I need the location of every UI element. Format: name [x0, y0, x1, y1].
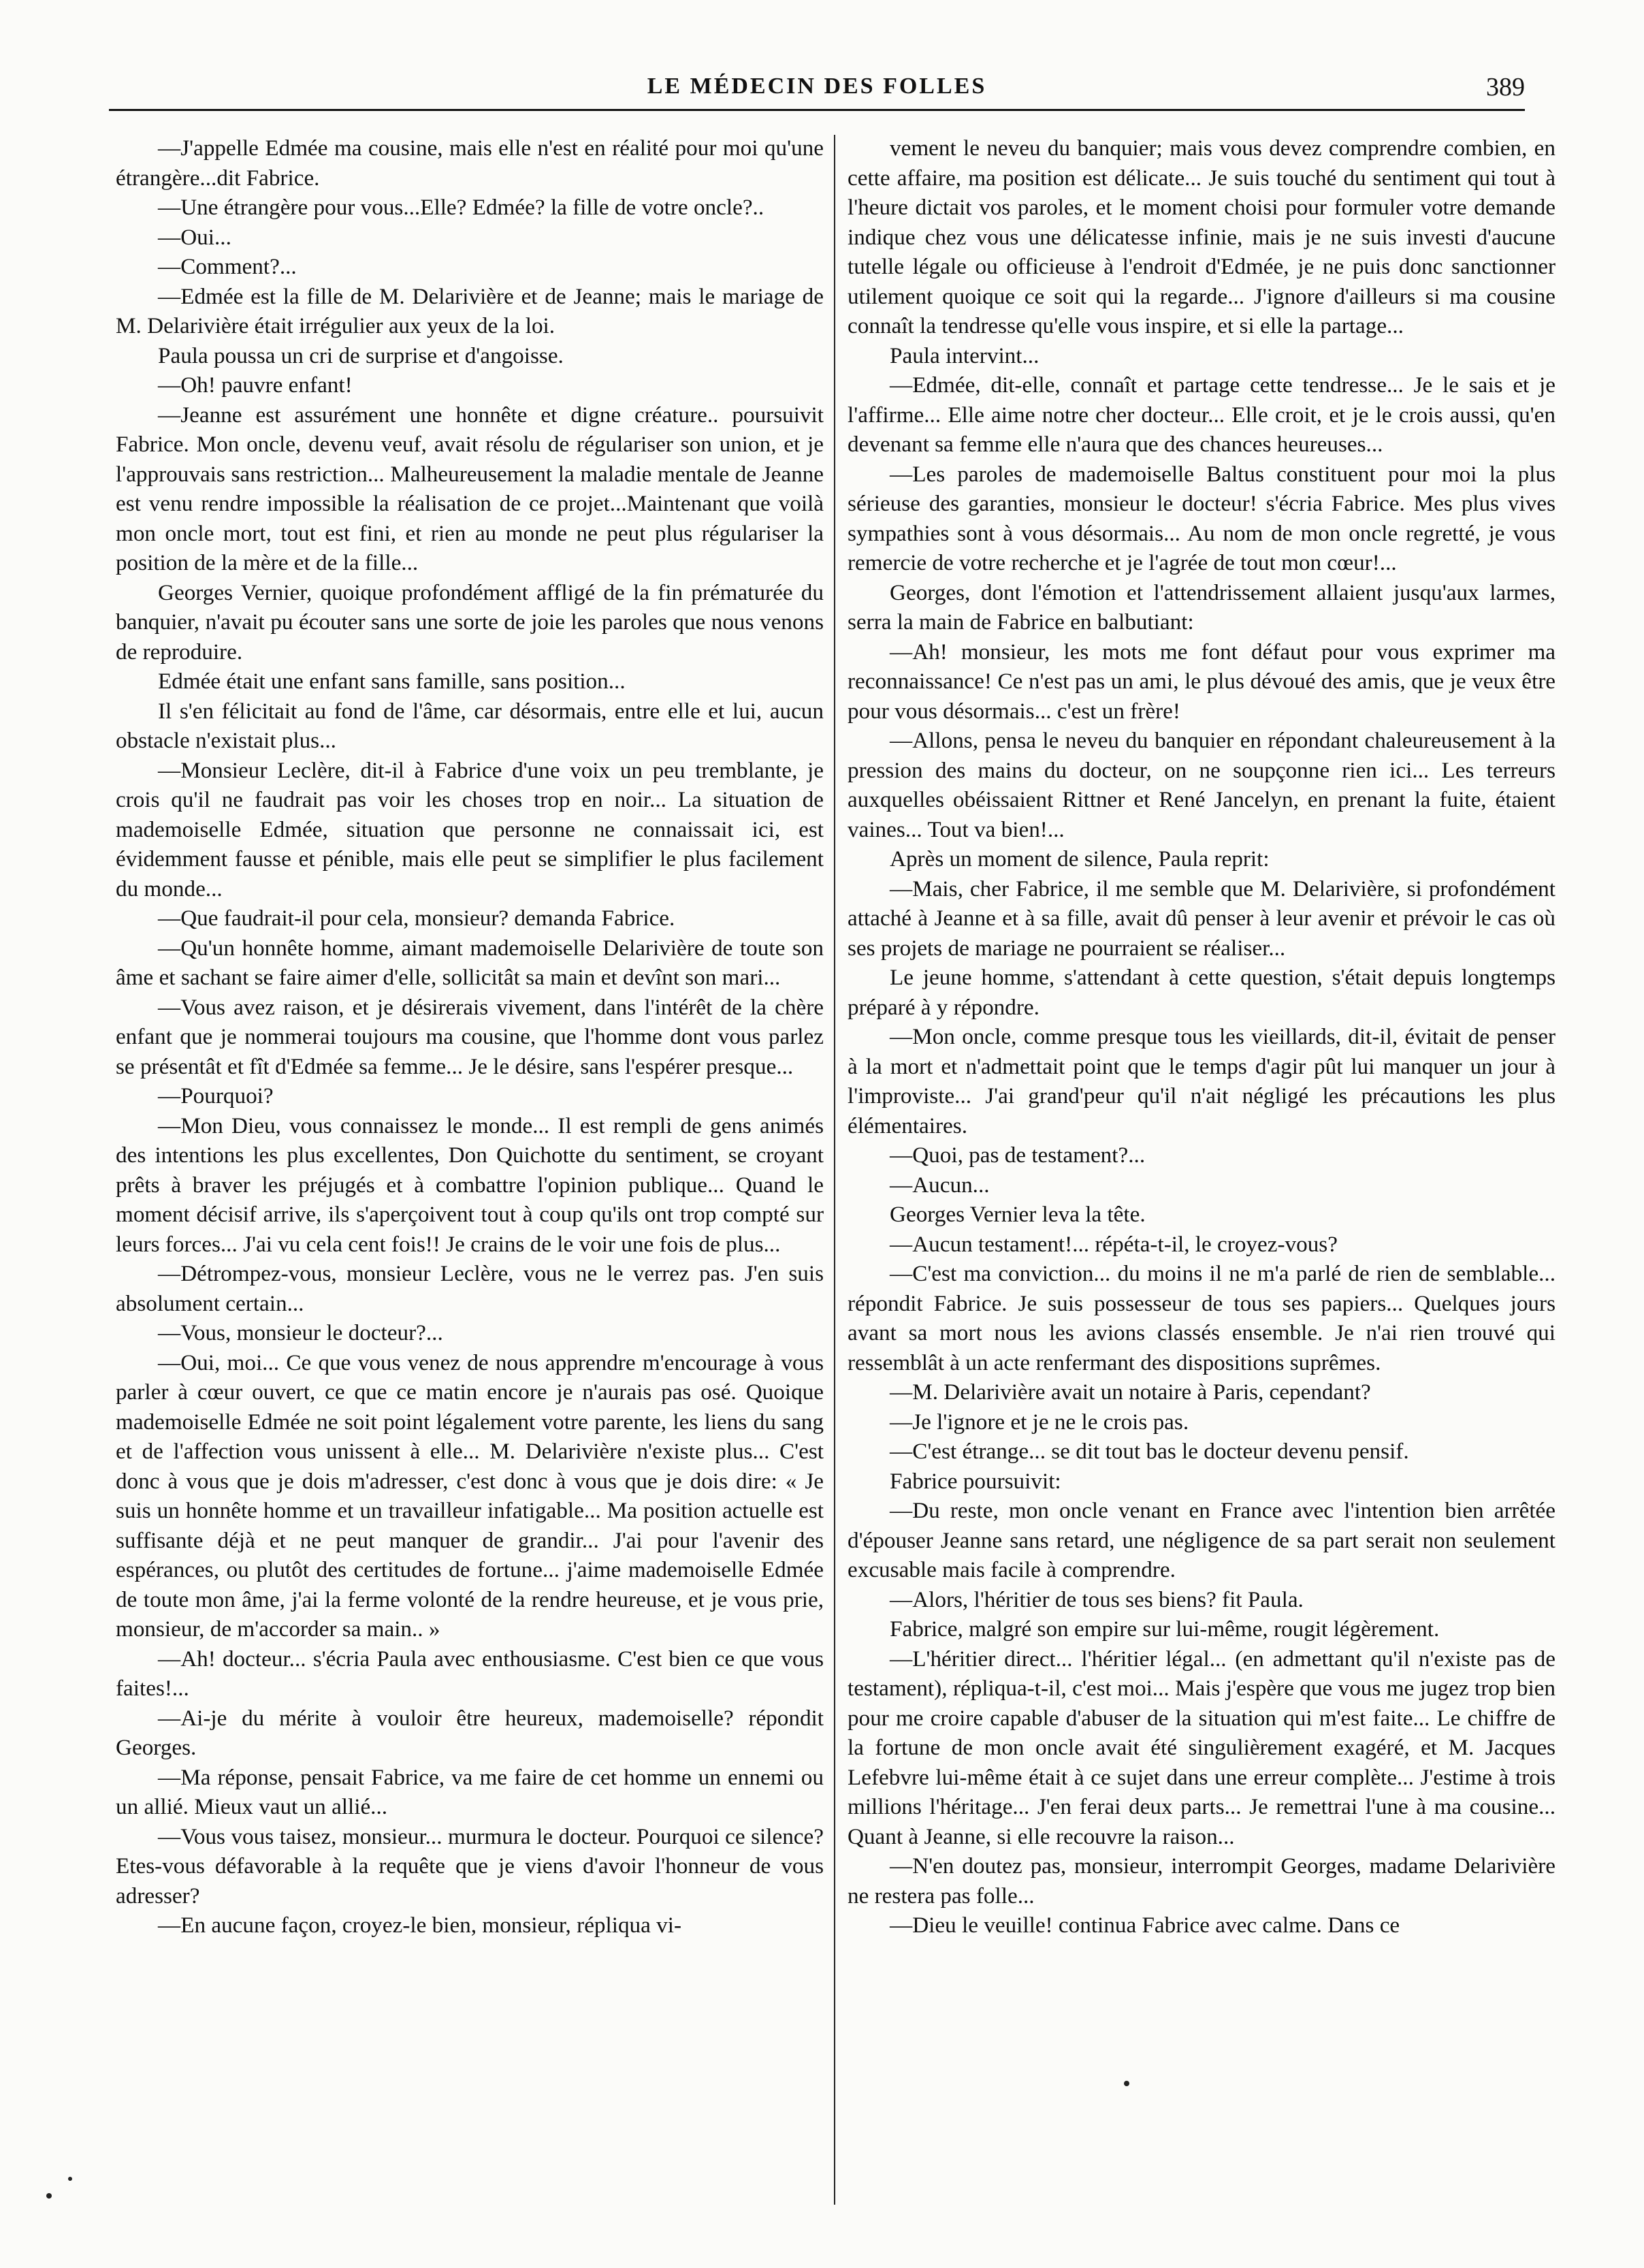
- right-text-column: [848, 133, 1556, 2237]
- paragraph: —Vous avez raison, et je désirerais vivement, dans l'intérêt de la chère enfant que je nommerai toujours ma cousine, que l'homme dont vous parlez se présentât et fît d'Edmée sa femme... Je le désire, sans l'espérer presque...: [116, 994, 824, 1079]
- paragraph: —Comment?...: [158, 254, 297, 279]
- paragraph: —N'en doutez pas, monsieur, interrompit Georges, madame Delarivière ne restera pas folle...: [848, 1853, 1556, 1908]
- left-text-column: [116, 133, 824, 2237]
- paragraph: —Une étrangère pour vous...Elle? Edmée? la fille de votre oncle?..: [158, 195, 764, 220]
- page-header: [109, 71, 1525, 111]
- paragraph: Fabrice poursuivit:: [890, 1468, 1061, 1494]
- paragraph: —Edmée est la fille de M. Delarivière et de Jeanne; mais le mariage de M. Delarivière était irrégulier aux yeux de la loi.: [116, 283, 824, 338]
- paragraph: Paula intervint...: [890, 342, 1039, 368]
- paragraph: Georges Vernier leva la tête.: [890, 1202, 1146, 1227]
- paragraph: —Quoi, pas de testament?...: [890, 1143, 1146, 1168]
- paragraph: Georges Vernier, quoique profondément affligé de la fin prématurée du banquier, n'avait pu écouter sans une sorte de joie les paroles que nous venons de reproduire.: [116, 579, 824, 665]
- paragraph: —Mon Dieu, vous connaissez le monde... Il est rempli de gens animés des intentions les plus excellentes, Don Quichotte du sentiment, se croyant prêts à braver les préjugés et à combattre l'opinion publique... Quand le moment décisif arrive, ils s'aperçoivent tout à coup qu'ils ont trop compté sur leurs forces... J'ai vu cela cent fois!! Je crains de le voir une fois de plus...: [116, 1113, 824, 1257]
- paragraph: —Que faudrait-il pour cela, monsieur? demanda Fabrice.: [158, 906, 675, 931]
- paragraph: Fabrice, malgré son empire sur lui-même, rougit légèrement.: [890, 1616, 1440, 1642]
- paragraph: —Ah! docteur... s'écria Paula avec enthousiasme. C'est bien ce que vous faites!...: [116, 1646, 824, 1701]
- paragraph: —Ai-je du mérite à vouloir être heureux, mademoiselle? répondit Georges.: [116, 1705, 824, 1760]
- page-number: 389: [1486, 73, 1525, 101]
- paragraph: —C'est ma conviction... du moins il ne m'a parlé de rien de semblable... répondit Fabrice. Je suis possesseur de tous ses papiers... Quelques jours avant sa mort nous les avions classés ensemble. Je n'ai rien trouvé qui ressemblât à un acte renfermant des dispositions suprêmes.: [848, 1261, 1556, 1375]
- paragraph: Il s'en félicitait au fond de l'âme, car désormais, entre elle et lui, aucun obstacle n'existait plus...: [116, 698, 824, 753]
- paragraph: —Je l'ignore et je ne le crois pas.: [890, 1409, 1189, 1435]
- paragraph: —Jeanne est assurément une honnête et digne créature.. poursuivit Fabrice. Mon oncle, devenu veuf, avait résolu de régulariser son union, et je l'approuvais sans restriction... Malheureusement la maladie mentale de Jeanne est venu rendre impossible la réalisation de ce projet...Maintenant que voilà mon oncle mort, tout est fini, et rien au monde ne peut plus régulariser la position de la mère et de la fille...: [116, 402, 824, 575]
- paragraph: —Mon oncle, comme presque tous les vieillards, dit-il, évitait de penser à la mort et n'admettait point que le temps d'agir pût lui manquer un jour à l'improviste... J'ai grand'peur qu'il n'ait négligé les précautions les plus élémentaires.: [848, 1024, 1556, 1138]
- paragraph: —Les paroles de mademoiselle Baltus constituent pour moi la plus sérieuse des garanties, monsieur le docteur! s'écria Fabrice. Mes plus vives sympathies sont à vous désormais... Au nom de mon oncle regretté, je vous remercie de votre recherche et je l'agrée de tout mon cœur!...: [848, 461, 1556, 575]
- paragraph: —Edmée, dit-elle, connaît et partage cette tendresse... Je le sais et je l'affirme... Elle aime notre cher docteur... Elle croit, et je le crois aussi, qu'en devenant sa femme elle n'aura que des chances heureuses...: [848, 372, 1556, 457]
- paragraph: vement le neveu du banquier; mais vous devez comprendre combien, en cette affaire, ma position est délicate... Je suis touché du sentiment qui tout à l'heure dictait vos paroles, et le moment choisi pour formuler votre demande indique chez vous une délicatesse infinie, mais je ne suis investi d'aucune tutelle légale ou officieuse à l'endroit d'Edmée, je ne puis donc sanctionner utilement quoique ce soit qui la regarde... J'ignore d'ailleurs si ma cousine connaît la tendresse qu'elle vous inspire, et si elle la partage...: [848, 135, 1556, 338]
- column-divider: [834, 135, 835, 2205]
- paragraph: —Dieu le veuille! continua Fabrice avec calme. Dans ce: [890, 1913, 1400, 1938]
- paragraph: —Du reste, mon oncle venant en France avec l'intention bien arrêtée d'épouser Jeanne sans retard, une négligence de sa part serait non seulement excusable mais facile à comprendre.: [848, 1498, 1556, 1582]
- paragraph: —C'est étrange... se dit tout bas le docteur devenu pensif.: [890, 1439, 1409, 1464]
- paragraph: —J'appelle Edmée ma cousine, mais elle n'est en réalité pour moi qu'une étrangère...dit Fabrice.: [116, 135, 824, 191]
- paragraph: —Aucun testament!... répéta-t-il, le croyez-vous?: [890, 1231, 1338, 1257]
- paragraph: —Vous, monsieur le docteur?...: [158, 1320, 443, 1345]
- paragraph: —L'héritier direct... l'héritier légal... (en admettant qu'il n'existe pas de testament), répliqua-t-il, c'est moi... Mais j'espère que vous me jugez trop bien pour me croire capable d'abuser de la situation qui m'est faite... Le chiffre de la fortune de mon oncle avait été singulièrement exagéré, et M. Jacques Lefebvre lui-même était à ce sujet dans une erreur complète... J'estime à trois millions l'héritage... J'en ferai deux parts... Je remettrai l'une à ma cousine... Quant à Jeanne, si elle recouvre la raison...: [848, 1646, 1556, 1849]
- ink-speck: [46, 2193, 52, 2199]
- paragraph: —Détrompez-vous, monsieur Leclère, vous ne le verrez pas. J'en suis absolument certain...: [116, 1261, 824, 1316]
- paragraph: —Oh! pauvre enfant!: [158, 372, 353, 398]
- paragraph: —Mais, cher Fabrice, il me semble que M. Delarivière, si profondément attaché à Jeanne et à sa fille, avait dû penser à leur avenir et prévoir le cas où ses projets de mariage ne pourraient se réaliser...: [848, 876, 1556, 961]
- paragraph: —Ma réponse, pensait Fabrice, va me faire de cet homme un ennemi ou un allié. Mieux vaut un allié...: [116, 1764, 824, 1819]
- paragraph: —Oui, moi... Ce que vous venez de nous apprendre m'encourage à vous parler à cœur ouvert, ce que ce matin encore je n'aurais pas osé. Quoique mademoiselle Edmée ne soit point légalement votre parente, les liens du sang et de l'affection vous unissent à elle... M. Delarivière n'existe plus... C'est donc à vous que je dois m'adresser, c'est donc à vous que je dois dire: « Je suis un honnête homme et un travailleur infatigable... Ma position actuelle est suffisante déjà et ne peut manquer de grandir... J'ai pour l'avenir des espérances, ou plutôt des certitudes de fortune... j'aime mademoiselle Edmée de toute mon âme, j'ai la ferme volonté de la rendre heureuse, et je vous prie, monsieur, de m'accorder sa main.. »: [116, 1349, 824, 1642]
- paragraph: Le jeune homme, s'attendant à cette question, s'était depuis longtemps préparé à y répondre.: [848, 965, 1556, 1020]
- paragraph: Edmée était une enfant sans famille, sans position...: [158, 669, 626, 694]
- paragraph: —En aucune façon, croyez-le bien, monsieur, répliqua vi-: [158, 1913, 682, 1938]
- paragraph: —Allons, pensa le neveu du banquier en répondant chaleureusement à la pression des mains du docteur, on ne soupçonne rien ici... Les terreurs auxquelles obéissaient Rittner et René Jancelyn, en prenant la fuite, étaient vaines... Tout va bien!...: [848, 728, 1556, 842]
- paragraph: Paula poussa un cri de surprise et d'angoisse.: [158, 342, 564, 368]
- paragraph: Après un moment de silence, Paula reprit:: [890, 846, 1270, 872]
- paragraph: —M. Delarivière avait un notaire à Paris, cependant?: [890, 1379, 1371, 1405]
- paragraph: —Ah! monsieur, les mots me font défaut pour vous exprimer ma reconnaissance! Ce n'est pas un ami, le plus dévoué des amis, que je veux être pour vous désormais... c'est un frère!: [848, 639, 1556, 724]
- paragraph: —Vous vous taisez, monsieur... murmura le docteur. Pourquoi ce silence? Etes-vous défavorable à la requête que je viens d'avoir l'honneur de vous adresser?: [116, 1823, 824, 1908]
- paragraph: —Aucun...: [890, 1172, 990, 1198]
- paragraph: —Alors, l'héritier de tous ses biens? fit Paula.: [890, 1586, 1304, 1612]
- paragraph: —Oui...: [158, 224, 231, 250]
- paragraph: —Qu'un honnête homme, aimant mademoiselle Delarivière de toute son âme et sachant se faire aimer d'elle, sollicitât sa main et devînt son mari...: [116, 935, 824, 990]
- paragraph: —Monsieur Leclère, dit-il à Fabrice d'une voix un peu tremblante, je crois qu'il ne faudrait pas voir les choses trop en noir... La situation de mademoiselle Edmée, situation que personne ne connaissait ici, est évidemment fausse et pénible, mais elle peut se simplifier le plus facilement du monde...: [116, 757, 824, 901]
- running-title: LE MÉDECIN DES FOLLES: [647, 74, 987, 99]
- ink-speck: [68, 2177, 72, 2181]
- paragraph: —Pourquoi?: [158, 1083, 274, 1108]
- paragraph: Georges, dont l'émotion et l'attendrissement allaient jusqu'aux larmes, serra la main de Fabrice en balbutiant:: [848, 579, 1556, 635]
